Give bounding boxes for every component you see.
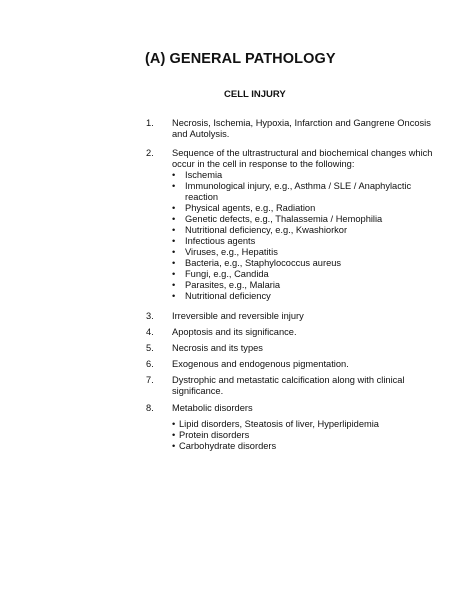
item-text: Necrosis, Ischemia, Hypoxia, Infarction and Gangrene Oncosis and Autolysis. [172,118,431,139]
page-title: (A) GENERAL PATHOLOGY [145,51,336,67]
item-text: Irreversible and reversible injury [172,311,304,321]
sub-list [172,419,446,452]
item-number: 6. [146,359,154,369]
list-item [146,403,446,452]
list-item [146,375,446,397]
list-item [146,311,446,322]
list-item [146,118,446,140]
sub-item: • Genetic defects, e.g., Thalassemia / Hemophilia [172,214,446,225]
item-number: 5. [146,343,154,353]
sub-item: • Nutritional deficiency [172,291,446,302]
list-item [146,343,446,354]
topic-list [146,118,446,452]
item-text: Exogenous and endogenous pigmentation. [172,359,349,369]
item-text: Necrosis and its types [172,343,263,353]
item-number: 8. [146,403,154,413]
sub-item: • Physical agents, e.g., Radiation [172,203,446,214]
sub-item: • Fungi, e.g., Candida [172,269,446,280]
list-item [146,327,446,338]
sub-item: • Carbohydrate disorders [172,441,446,452]
item-number: 1. [146,118,154,128]
sub-list [172,170,446,302]
list-item [146,359,446,370]
list-item [146,148,446,302]
item-text: Dystrophic and metastatic calcification along with clinical significance. [172,375,405,396]
sub-item: • Infectious agents [172,236,446,247]
sub-item: • Viruses, e.g., Hepatitis [172,247,446,258]
section-title: CELL INJURY [224,89,286,100]
item-number: 3. [146,311,154,321]
sub-item: • Ischemia [172,170,446,181]
sub-item: • Lipid disorders, Steatosis of liver, Hyperlipidemia [172,419,446,430]
sub-item: • Immunological injury, e.g., Asthma / SLE / Anaphylactic reaction [172,181,446,203]
sub-item: • Protein disorders [172,430,446,441]
sub-item: • Bacteria, e.g., Staphylococcus aureus [172,258,446,269]
sub-item: • Parasites, e.g., Malaria [172,280,446,291]
item-text: Apoptosis and its significance. [172,327,297,337]
item-number: 4. [146,327,154,337]
item-number: 2. [146,148,154,158]
item-text: Metabolic disorders [172,403,253,413]
item-number: 7. [146,375,154,385]
item-text: Sequence of the ultrastructural and biochemical changes which occur in the cell in response to the following: [172,148,433,169]
sub-item: • Nutritional deficiency, e.g., Kwashiorkor [172,225,446,236]
